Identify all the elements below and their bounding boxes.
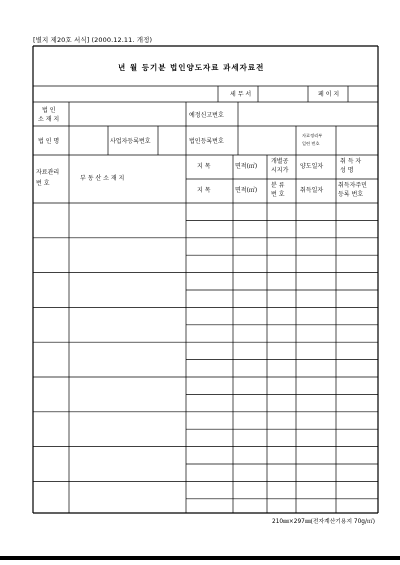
area-label-2: 면적(㎡)	[235, 187, 258, 194]
data-mgmt-label-2: 번 호	[36, 180, 50, 187]
property-location-label: 부 동 산 소 재 지	[80, 175, 125, 182]
transferor-label-1: 자료정리부	[302, 133, 323, 138]
page-label: 페 이 지	[318, 91, 340, 98]
land-category-label-2: 지 목	[197, 187, 211, 194]
tax-office-label: 세 무 서	[230, 91, 252, 98]
area-label: 면적(㎡)	[235, 163, 258, 170]
form-header-note: [별지 제20호 서식] (2000.12.11. 개정)	[33, 36, 153, 44]
acquirer-id-label-1: 취득자주민	[338, 182, 367, 189]
corp-location-label-1: 법 인	[42, 107, 56, 114]
corp-location-label-2: 소 재 지	[38, 116, 60, 123]
corp-name-label: 법 인 명	[38, 138, 60, 145]
data-mgmt-label-1: 자료관리	[36, 169, 60, 176]
transfer-date-label: 양도일자	[300, 163, 324, 170]
acquirer-id-label-2: 등록 번호	[338, 191, 364, 198]
acquirer-label-1: 취 득 자	[340, 158, 362, 165]
transferor-label-2: 일련 번호	[302, 141, 320, 146]
land-category-label: 지 목	[197, 163, 211, 170]
body-rows	[33, 220, 378, 498]
public-price-label-1: 개별공	[271, 158, 289, 165]
form-title: 년 월 등기분 법인양도자료 과세자료전	[118, 63, 265, 72]
page-bottom-bar	[0, 556, 400, 560]
business-reg-label: 사업자등록번호	[110, 138, 151, 145]
paper-spec-note: 210㎜×297㎜(전자계산기용지 70g/㎡)	[272, 519, 375, 525]
filing-number-label: 예정신고번호	[189, 112, 224, 119]
classification-label-2: 번 호	[271, 191, 285, 198]
public-price-label-2: 시지가	[271, 167, 289, 174]
header-grid	[33, 86, 378, 513]
classification-label-1: 분 류	[271, 182, 285, 189]
acquirer-label-2: 성 명	[340, 167, 354, 174]
acquisition-date-label: 취득일자	[300, 187, 324, 194]
corp-reg-label: 법인등록번호	[189, 138, 224, 145]
